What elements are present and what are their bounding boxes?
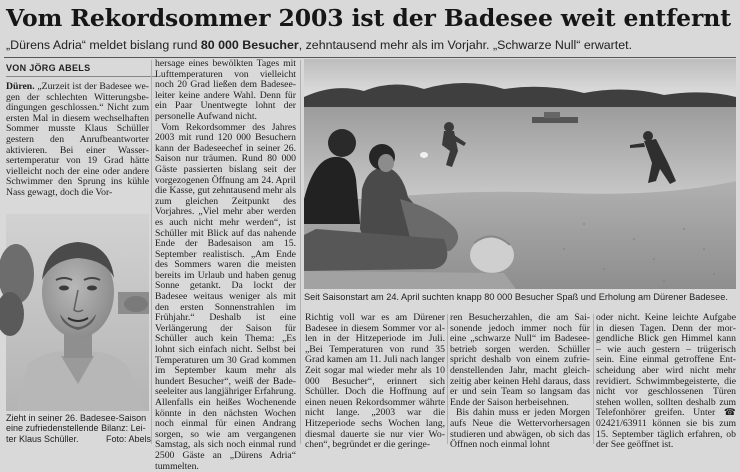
photo-credit: Foto: Abels [105,433,151,444]
headline-rule [4,57,736,58]
beach-photo [304,59,736,289]
beach-caption: Seit Saisonstart am 24. April suchten knapp 80 000 Besucher Spaß und Erholung am Dürener Badesee. [304,292,728,302]
byline-rule [6,76,156,77]
column-divider [447,314,448,444]
portrait-photo [6,214,149,411]
article-column-4: ren Besucherzahlen, die am Saisonende jedoch immer noch für eine „schwarze Null“ im Badeseebetrieb sorgen werden. Schüller spricht deshalb von einem zufriedenstellenden Jahr, macht gleichzeitig aber keinen Hehl daraus, dass er und sein Team so langsam das Ende der Saison herbeisehnen. Bis dahin muss er jeden Morgen aufs Neue die Wettervorhersagen studieren und abwägen, ob sich das Öffnen noch einmal lohnt [450,312,590,451]
dateline: Düren. [6,81,35,92]
article-column-2: hersage eines bewölkten Tages mit Lufttemperaturen von vielleicht noch 20 Grad ließen dem Badeseeleiter keine andere Wahl. Denn für ein Paar Unentwegte lohnt der personelle Aufwand nicht. Vom Rekordsommer des Jahres 2003 mit rund 120 000 Besuchern kann der Badeseechef in seiner 26. Saison nur träumen. Rund 80 000 Gäste passierten bislang seit der vorgezogenen Öffnung am 24. April die Kasse, gut zehntausend mehr als zum gleichen Zeitpunkt des Vorjahres. „Viel mehr aber werden es auch nicht mehr werden“, ist Schüller mit Blick auf das nahende Ende der Badesaison am 15. September realistisch. „Am Ende des Sommers waren die meisten bereits im Urlaub und haben genug Sonne getankt. Da lockt der Badesee weitaus weniger als mit den ersten Sonnenstrahlen im Frühjahr.“ Deshalb ist eine Verlängerung der Saison für Schüller auch kein Thema: „Es lohnt sich einfach nicht. Selbst bei Temperaturen um 30 Grad kommen im September kaum mehr als hundert Besucher“, weiß der Badeseeleiter aus langjähriger Erfahrung. Allenfalls ein heißes Wochenende könnte in den nächsten Wochen noch einmal für einen Andrang sorgen, so wie am vergangenen Samstag, als sich noch einmal rund 2500 Gäste an „Dürens Adria“ tummelten. [155,58,296,472]
column-divider [151,60,152,444]
byline: VON JÖRG ABELS [6,63,91,73]
column-divider [593,314,594,444]
portrait-caption: Zieht in seiner 26. Badesee-Saison eine zufriedenstellende Bilanz: Leiter Klaus Schüller. Foto: Abels [6,413,151,444]
headline: Vom Rekordsommer 2003 ist der Badesee weit entfernt [6,4,732,32]
article-column-5: oder nicht. Keine leichte Aufgabe in diesen Tagen. Denn der morgendliche Blick gen Himmel kann – wie auch gestern – trügerisch sein. Eine einmal getroffene Entscheidung aber wird nicht mehr revidiert. Schwimmbegeisterte, die nicht vor geschlossenen Türen stehen wollen, sollten deshalb zum Telefonhörer greifen. Unter ☎ 02421/63911 können sie bis zum 15. September täglich erfahren, ob der See geöffnet ist. [596,312,736,451]
article-column-1: Düren. „Zurzeit ist der Badesee wegen der schlechten Witterungsbedingungen geschlossen.“ Nicht zum ersten Mal in diesem wechselhaften Sommer musste Klaus Schüller gestern den Anrufbeantworter aktivieren. Bei einer Wassersertemperatur von 19 Grad hätte vielleicht noch der eine oder andere Schwimmer den Sprung ins kühle Nass gewagt, doch die Vor- [6,81,149,198]
subheadline: „Dürens Adria“ meldet bislang rund 80 000 Besucher, zehntausend mehr als im Vorjahr. „Schwarze Null“ erwartet. [6,38,633,52]
article-column-3: Richtig voll war es am Dürener Badesee in diesem Sommer vor allen in der Hitzeperiode im Juli. „Bei Temperaturen von rund 35 Grad kamen am 11. Juli nach langer Zeit sogar mal wieder mehr als 10 000 Besucher“, erinnert sich Schüller. Doch die Hoffnung auf einen neuen Rekordsommer währte nicht lange. „2003 war die Hitzeperiode sechs Wochen lang, diesmal dauerte sie nur vier Wochen“, begründet er die geringe- [305,312,445,451]
column-divider [300,60,301,444]
beach-illustration [304,59,736,289]
portrait-illustration [6,214,149,411]
